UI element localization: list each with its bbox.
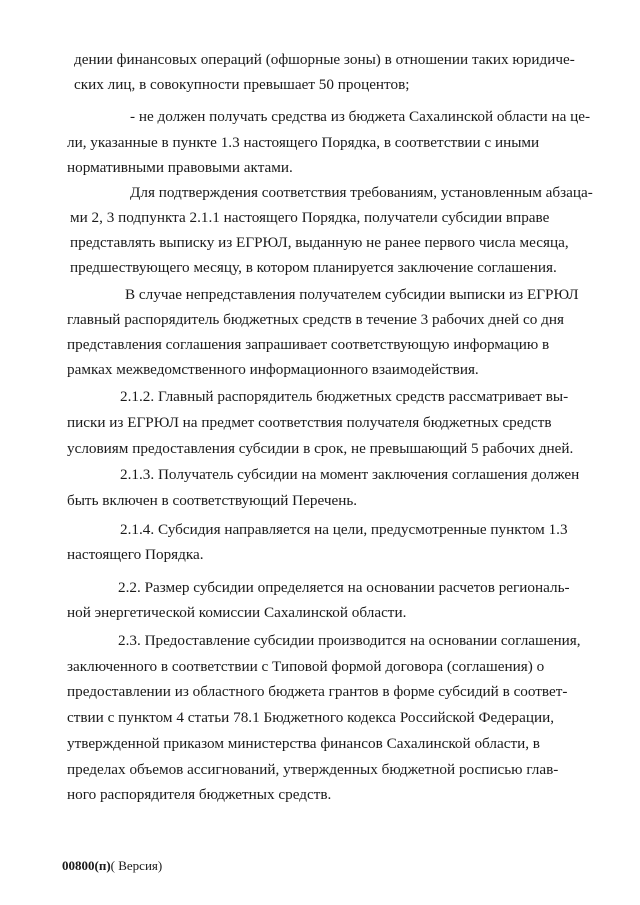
text-line: быть включен в соответствующий Перечень. <box>67 492 358 509</box>
text-line: ствии с пунктом 4 статьи 78.1 Бюджетного кодекса Российской Федерации, <box>67 709 554 726</box>
text-line: ной энергетической комиссии Сахалинской области. <box>67 604 407 621</box>
text-line: дении финансовых операций (офшорные зоны) в отношении таких юридиче- <box>74 51 575 68</box>
text-line: рамках межведомственного информационного взаимодействия. <box>67 361 479 378</box>
text-line: настоящего Порядка. <box>67 546 204 563</box>
text-line: предоставлении из областного бюджета грантов в форме субсидий в соответ- <box>67 683 568 700</box>
text-line: ного распорядителя бюджетных средств. <box>67 786 332 803</box>
text-line: утвержденной приказом министерства финансов Сахалинской области, в <box>67 735 540 752</box>
footer-code: 00800(п) <box>62 858 111 873</box>
text-line: пределах объемов ассигнований, утвержденных бюджетной росписью глав- <box>67 761 559 778</box>
text-line: - не должен получать средства из бюджета Сахалинской области на це- <box>130 108 591 125</box>
text-line: условиям предоставления субсидии в срок, не превышающий 5 рабочих дней. <box>67 440 574 457</box>
text-line: нормативными правовыми актами. <box>67 159 293 176</box>
text-line: ских лиц, в совокупности превышает 50 процентов; <box>74 76 410 93</box>
text-line: представления соглашения запрашивает соответствующую информацию в <box>67 336 550 353</box>
text-line: 2.2. Размер субсидии определяется на основании расчетов региональ- <box>118 579 570 596</box>
text-line: писки из ЕГРЮЛ на предмет соответствия получателя бюджетных средств <box>67 414 552 431</box>
text-line: Для подтверждения соответствия требованиям, установленным абзаца- <box>130 184 593 201</box>
text-line: 2.1.4. Субсидия направляется на цели, предусмотренные пунктом 1.3 <box>120 521 568 538</box>
text-line: главный распорядитель бюджетных средств в течение 3 рабочих дней со дня <box>67 311 564 328</box>
text-line: представлять выписку из ЕГРЮЛ, выданную не ранее первого числа месяца, <box>70 234 569 251</box>
footer-suffix: ( Версия) <box>110 858 163 873</box>
text-line: заключенного в соответствии с Типовой формой договора (соглашения) о <box>67 658 545 675</box>
text-line: 2.1.3. Получатель субсидии на момент заключения соглашения должен <box>120 466 580 483</box>
text-line: 2.3. Предоставление субсидии производится на основании соглашения, <box>118 632 581 649</box>
text-line: В случае непредставления получателем субсидии выписки из ЕГРЮЛ <box>125 286 579 303</box>
text-line: ми 2, 3 подпункта 2.1.1 настоящего Порядка, получатели субсидии вправе <box>70 209 550 226</box>
text-line: 2.1.2. Главный распорядитель бюджетных средств рассматривает вы- <box>120 388 569 405</box>
text-line: предшествующего месяцу, в котором планируется заключение соглашения. <box>70 259 557 276</box>
text-line: ли, указанные в пункте 1.3 настоящего Порядка, в соответствии с иными <box>67 134 540 151</box>
document-version-code <box>62 858 162 874</box>
